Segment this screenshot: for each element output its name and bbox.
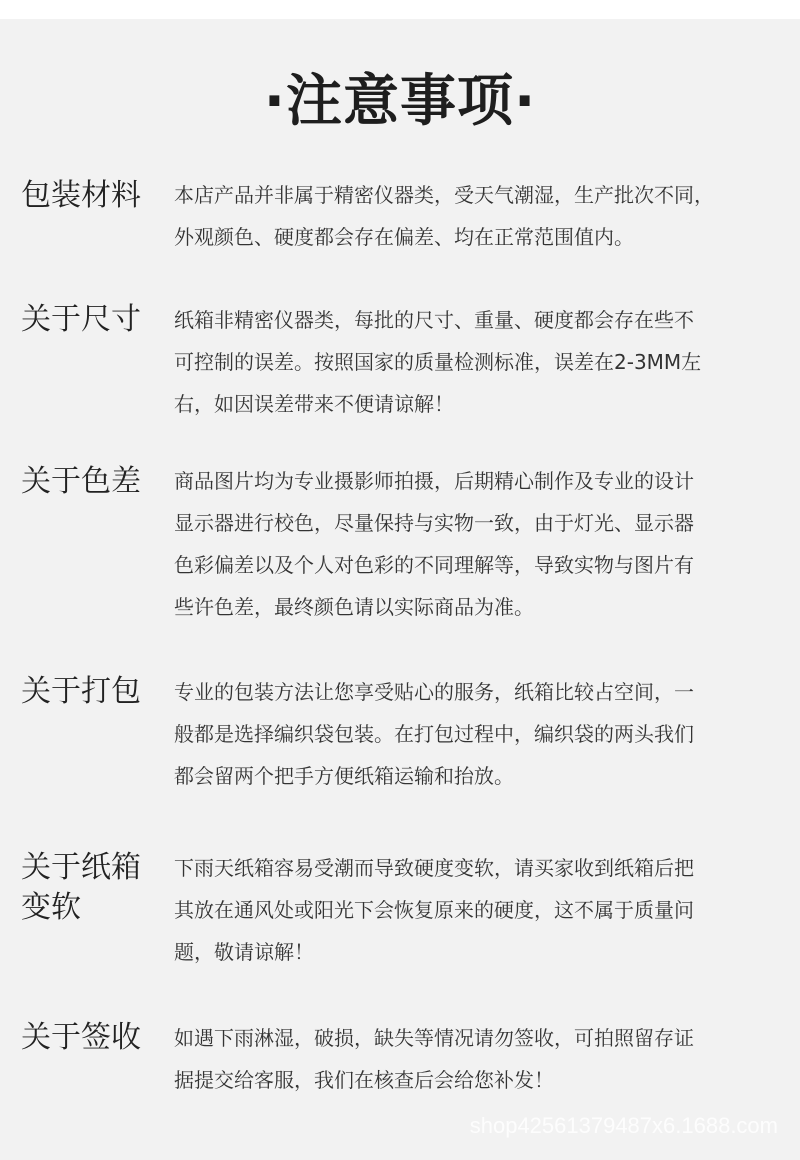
section-heading-line: 关于签收 — [21, 1020, 141, 1055]
section-body — [174, 299, 754, 425]
section-body-line: 据提交给客服，我们在核查后会给您补发！ — [174, 1068, 554, 1092]
section-heading — [21, 672, 161, 712]
shop-watermark: shop42561379487x6.1688.com — [469, 1113, 778, 1138]
section-body-line: 色彩偏差以及个人对色彩的不同理解等，导致实物与图片有 — [174, 553, 694, 577]
section-body-line: 商品图片均为专业摄影师拍摄，后期精心制作及专业的设计 — [174, 469, 694, 493]
section-body-line: 都会留两个把手方便纸箱运输和抬放。 — [174, 764, 514, 788]
section-body-line: 题，敬请谅解！ — [174, 940, 314, 964]
section-heading — [21, 848, 161, 928]
section-body-line: 右，如因误差带来不便请谅解！ — [174, 392, 454, 416]
section-heading — [21, 300, 161, 340]
section-body-line: 可控制的误差。按照国家的质量检测标准，误差在2-3MM左 — [174, 350, 702, 374]
section-body-line: 般都是选择编织袋包装。在打包过程中，编织袋的两头我们 — [174, 722, 694, 746]
section-heading-line: 关于色差 — [21, 464, 141, 499]
section-body-line: 本店产品并非属于精密仪器类，受天气潮湿，生产批次不同， — [174, 183, 714, 207]
section-body-line: 如遇下雨淋湿，破损，缺失等情况请勿签收，可拍照留存证 — [174, 1026, 694, 1050]
section-heading — [21, 176, 161, 216]
section-body — [174, 1017, 754, 1101]
section-body — [174, 174, 754, 258]
section-heading-line: 关于尺寸 — [21, 302, 141, 337]
section-body-line: 纸箱非精密仪器类，每批的尺寸、重量、硬度都会存在些不 — [174, 308, 694, 332]
page-title: ·注意事项· — [263, 69, 537, 134]
section-heading — [21, 1018, 161, 1058]
section-body-line: 其放在通风处或阳光下会恢复原来的硬度，这不属于质量问 — [174, 898, 694, 922]
section-heading-line: 关于打包 — [21, 674, 141, 709]
section-heading-line: 变软 — [21, 890, 81, 925]
section-body-line: 专业的包装方法让您享受贴心的服务，纸箱比较占空间，一 — [174, 680, 694, 704]
section-heading — [21, 462, 161, 502]
section-body-line: 显示器进行校色，尽量保持与实物一致，由于灯光、显示器 — [174, 511, 694, 535]
section-body-line: 下雨天纸箱容易受潮而导致硬度变软，请买家收到纸箱后把 — [174, 856, 694, 880]
section-body — [174, 671, 754, 797]
section-body-line: 些许色差，最终颜色请以实际商品为准。 — [174, 595, 534, 619]
section-body — [174, 460, 754, 628]
section-heading-line: 包装材料 — [21, 178, 141, 213]
section-body-line: 外观颜色、硬度都会存在偏差、均在正常范围值内。 — [174, 225, 634, 249]
section-body — [174, 847, 754, 973]
section-heading-line: 关于纸箱 — [21, 850, 141, 885]
